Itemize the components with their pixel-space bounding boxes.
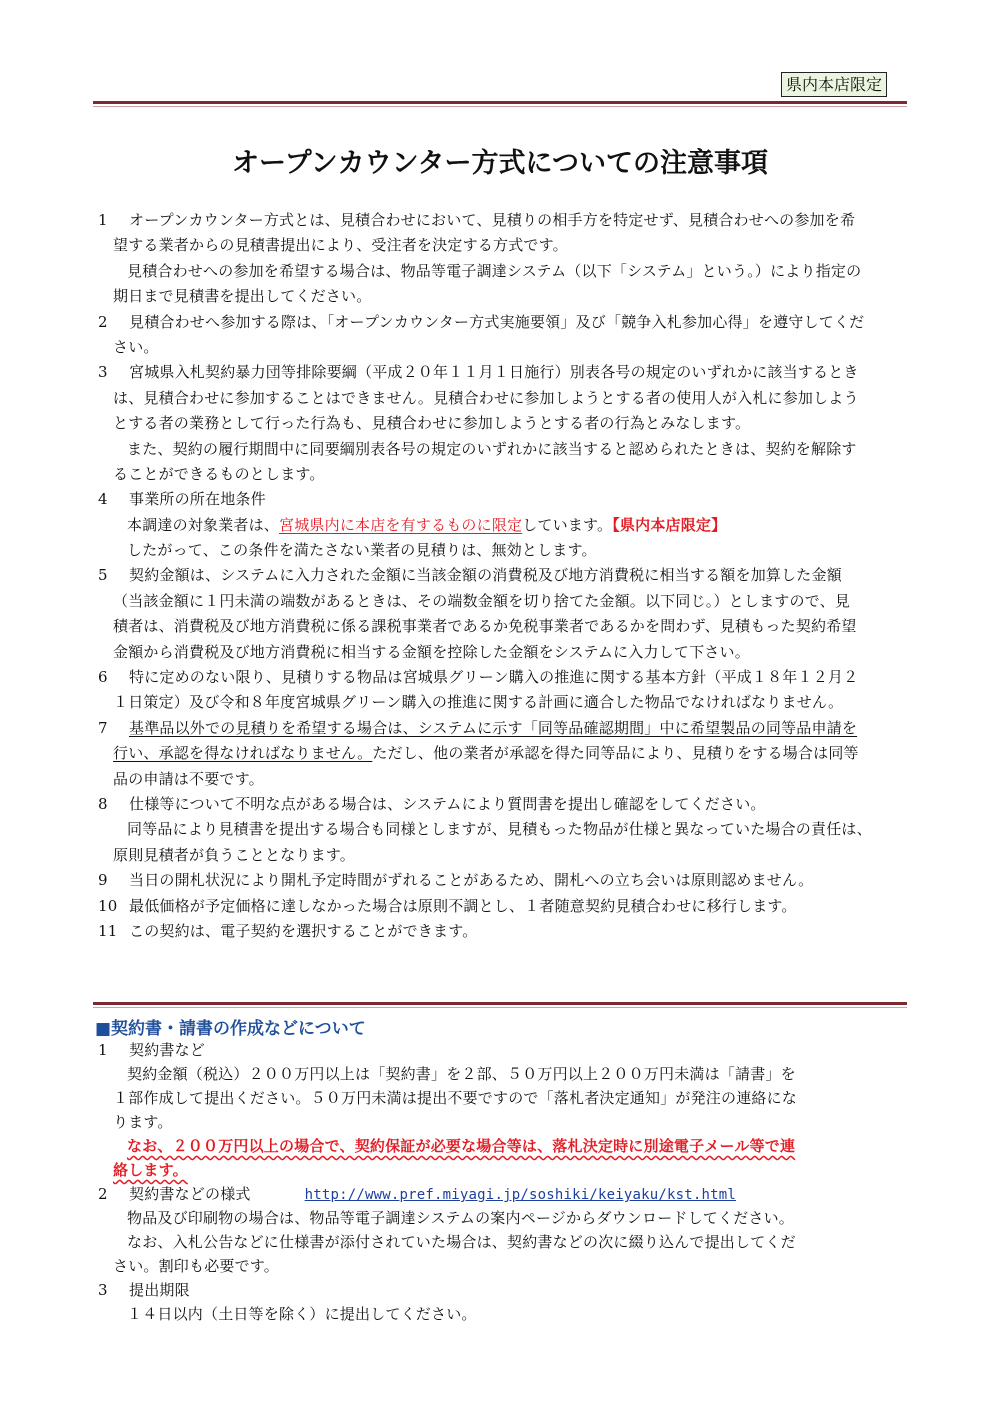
item-number: 10 [98, 896, 118, 915]
item-4-text: しています。 [522, 515, 613, 534]
item-4-badge-text: 【県内本店限定】 [612, 515, 727, 534]
item-8-line-1: 仕様等について不明な点がある場合は、システムにより質問書を提出し確認をしてください。 [129, 794, 766, 813]
item-6-line-1: 特に定めのない限り、見積りする物品は宮城県グリーン購入の推進に関する基本方針（平成１８年１２月２ [129, 668, 859, 687]
item-number: 8 [98, 794, 108, 813]
item-3-line-3: とする者の業務として行った行為も、見積合わせに参加しようとする者の行為とみなします。 [113, 414, 751, 433]
contract-item-1-line-2: １部作成して提出ください。５０万円未満は提出不要ですので「落札者決定通知」が発注の連絡にな [113, 1089, 798, 1107]
item-number: 7 [98, 718, 108, 737]
item-5-line-2: （当該金額に１円未満の端数があるときは、その端数金額を切り捨てた金額。以下同じ。）としますので、見 [113, 591, 851, 610]
item-7-underlined: 行い、承認を得なければなりません。 [113, 744, 373, 763]
item-7-line-1: 基準品以外での見積りを希望する場合は、システムに示す「同等品確認期間」中に希望製品の同等品申請を [129, 718, 858, 737]
item-11-line-1: この契約は、電子契約を選択することができます。 [129, 921, 478, 940]
item-10-line-1: 最低価格が予定価格に達しなかった場合は原則不調とし、１者随意契約見積合わせに移行します。 [129, 896, 797, 915]
item-number: 1 [98, 1041, 108, 1059]
item-2-line-2: さい。 [113, 337, 159, 356]
item-1-line-1: オープンカウンター方式とは、見積合わせにおいて、見積りの相手方を特定せず、見積合わせへの参加を希 [129, 211, 856, 229]
item-number: 3 [98, 363, 108, 382]
item-3-line-5: ることができるものとします。 [113, 464, 325, 483]
contract-item-1-notice-1 [93, 1134, 913, 1158]
contract-item-1-line-1: 契約金額（税込）２００万円以上は「契約書」を２部、５０万円以上２００万円未満は「請書」を [127, 1065, 796, 1083]
item-number: 2 [98, 1185, 108, 1203]
section-rule-thin [93, 1007, 907, 1008]
item-8-line-2: 同等品により見積書を提出する場合も同様としますが、見積もった物品が仕様と異なっていた場合の責任は、 [127, 820, 872, 839]
item-number: 9 [98, 871, 108, 890]
item-5-line-4: 金額から消費税及び地方消費税に相当する金額を控除した金額をシステムに入力して下さい。 [113, 642, 750, 661]
contract-item-2-line-2: なお、入札公告などに仕様書が添付されていた場合は、契約書などの次に綴り込んで提出してくだ [127, 1233, 796, 1251]
item-4-line-2 [93, 513, 913, 538]
item-number: 6 [98, 668, 108, 687]
item-4-text: 本調達の対象業者は、 [127, 515, 280, 534]
item-1-line-3: 見積合わせへの参加を希望する場合は、物品等電子調達システム（以下「システム」という。）により指定の [127, 261, 862, 280]
contract-item-1-line-3: ります。 [113, 1113, 173, 1131]
item-7-line-2 [93, 741, 913, 766]
header-rule-thin [93, 106, 907, 107]
prefecture-only-badge: 県内本店限定 [781, 72, 887, 97]
item-8-line-3: 原則見積者が負うこととなります。 [113, 845, 356, 864]
item-number: 5 [98, 566, 108, 585]
forms-link[interactable]: http://www.pref.miyagi.jp/soshiki/keiyaku/kst.html [304, 1187, 737, 1203]
contract-item-2-title: 契約書などの様式 [129, 1185, 251, 1203]
contract-item-3-title: 提出期限 [129, 1281, 190, 1299]
item-1-line-2: 望する業者からの見積書提出により、受注者を決定する方式です。 [113, 236, 568, 255]
item-number: 3 [98, 1281, 108, 1299]
section-rule [93, 1002, 907, 1005]
item-4-line-3: したがって、この条件を満たさない業者の見積りは、無効とします。 [127, 541, 597, 560]
item-1-line-4: 期日まで見積書を提出してください。 [113, 287, 372, 306]
item-4-condition-highlight: 宮城県内に本店を有するものに限定 [279, 515, 523, 534]
item-7-line-3: 品の申請は不要です。 [113, 769, 264, 788]
contract-section-heading: ■契約書・請書の作成などについて [95, 1019, 366, 1039]
item-6-line-2: １日策定）及び令和８年度宮城県グリーン購入の推進に関する計画に適合した物品でなければなりません。 [113, 693, 844, 712]
contract-item-1-notice-2 [93, 1158, 913, 1182]
item-number: 11 [98, 921, 118, 940]
item-3-line-4: また、契約の履行期間中に同要綱別表各号の規定のいずれかに該当すると認められたときは、契約を解除す [127, 439, 857, 458]
item-3-line-1: 宮城県入札契約暴力団等排除要綱（平成２０年１１月１日施行）別表各号の規定のいずれかに該当するとき [129, 363, 859, 382]
contract-item-2-line-1: 物品及び印刷物の場合は、物品等電子調達システムの案内ページからダウンロードしてください。 [127, 1209, 795, 1227]
page-title: オープンカウンター方式についての注意事項 [232, 148, 768, 179]
header-rule [93, 101, 907, 104]
item-9-line-1: 当日の開札状況により開札予定時間がずれることがあるため、開札への立ち会いは原則認めません。 [129, 871, 814, 890]
notice-list [93, 208, 913, 944]
item-number: 1 [98, 211, 108, 229]
contract-notice-text: 絡します。 [113, 1161, 188, 1179]
contract-section [93, 1038, 913, 1326]
contract-item-2-line-3: さい。割印も必要です。 [113, 1257, 280, 1275]
item-4-line-1: 事業所の所在地条件 [129, 490, 266, 509]
item-2-line-1: 見積合わせへ参加する際は、「オープンカウンター方式実施要領」及び「競争入札参加心得」を遵守してくだ [129, 312, 865, 331]
contract-item-3-line-1: １４日以内（土日等を除く）に提出してください。 [127, 1305, 477, 1323]
item-5-line-1: 契約金額は、システムに入力された金額に当該金額の消費税及び地方消費税に相当する額を加算した金額 [129, 566, 842, 585]
item-5-line-3: 積者は、消費税及び地方消費税に係る課税事業者であるか免税事業者であるかを問わず、見積もった契約希望 [113, 617, 857, 636]
contract-notice-text: なお、２００万円以上の場合で、契約保証が必要な場合等は、落札決定時に別途電子メール等で連 [127, 1137, 796, 1155]
item-7-text: ただし、他の業者が承認を得た同等品により、見積りをする場合は同等 [372, 744, 859, 763]
contract-item-1-title: 契約書など [129, 1041, 206, 1059]
item-number: 2 [98, 312, 108, 331]
item-3-line-2: は、見積合わせに参加することはできません。見積合わせに参加しようとする者の使用人が入札に参加しよう [113, 388, 859, 407]
item-number: 4 [98, 490, 108, 509]
